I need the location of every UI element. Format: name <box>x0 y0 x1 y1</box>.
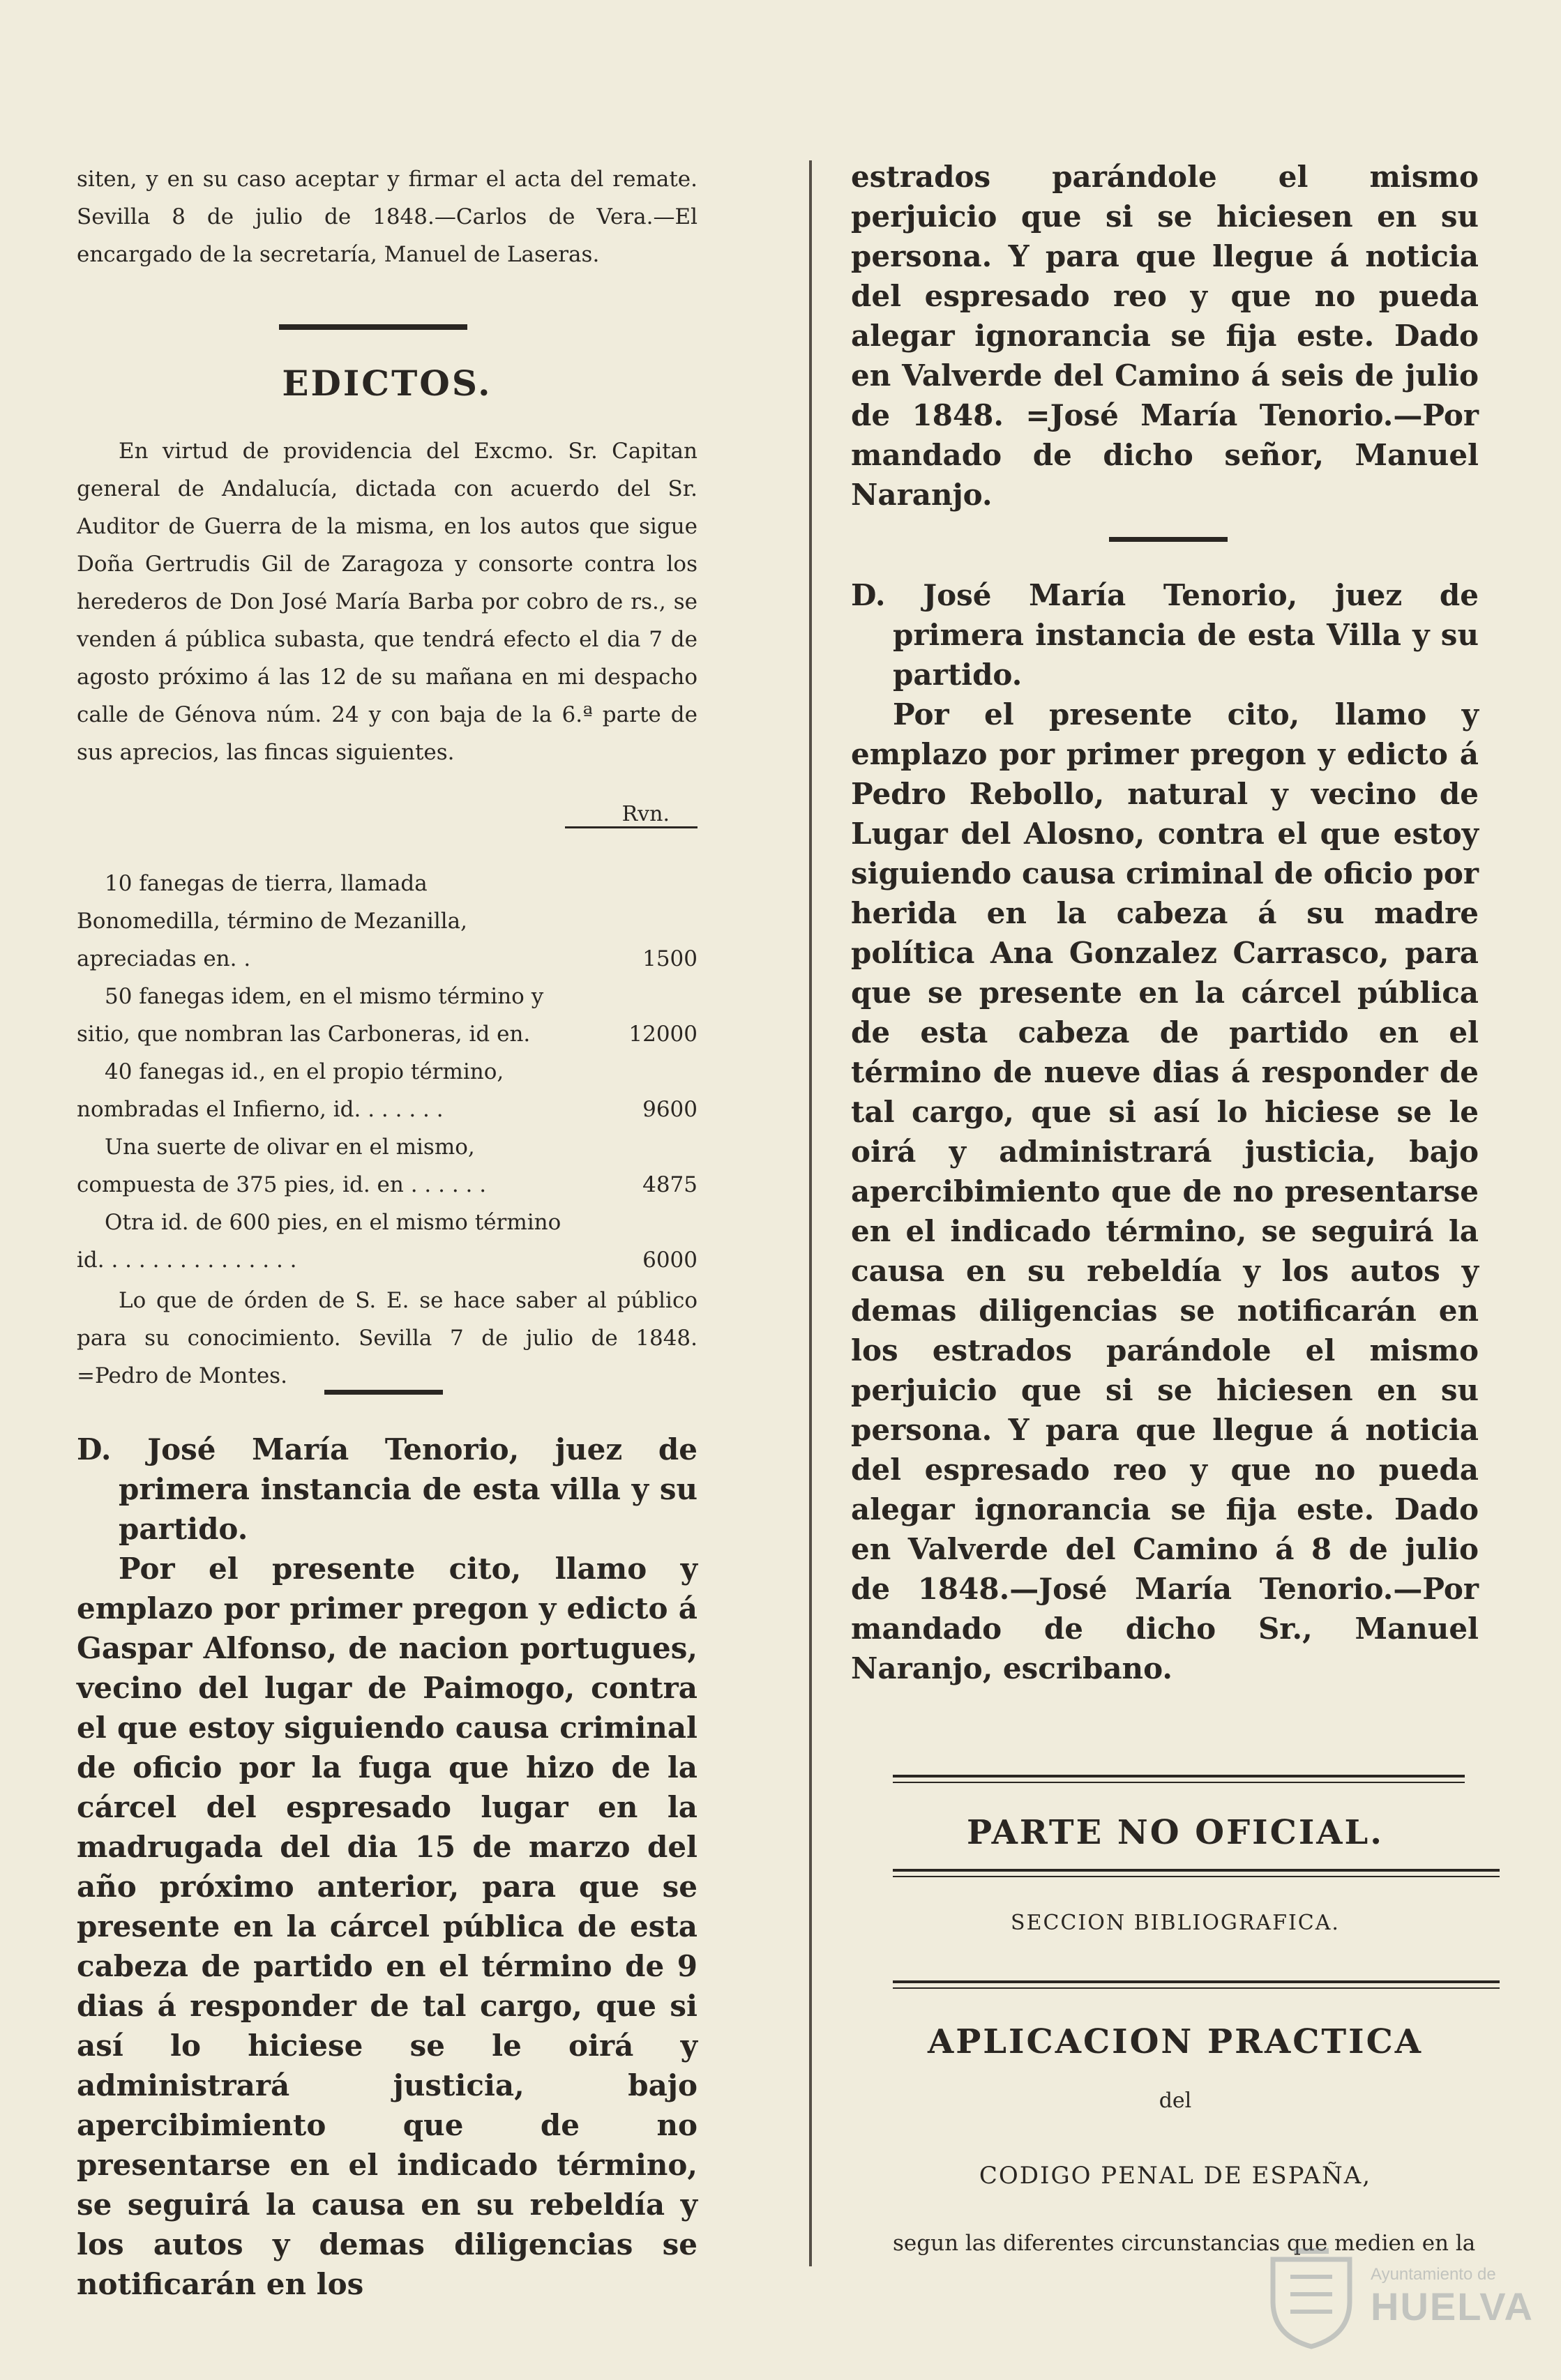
finca-row <box>77 1128 697 1204</box>
tenorio-edicto-1 <box>77 1430 697 2304</box>
edicto-subasta-paragraph: En virtud de providencia del Excmo. Sr. Capitan general de Andalucía, dictada con acuerdo del Sr. Auditor de Guerra de la misma, en los autos que sigue Doña Gertrudis Gil de Zaragoza y consorte contra los herederos de Don José María Barba por cobro de rs., se venden á pública subasta, que tendrá efecto el dia 7 de agosto próximo á las 12 de su mañana en mi despacho calle de Génova núm. 24 y con baja de la 6.ª parte de sus aprecios, las fincas siguientes. <box>77 439 697 765</box>
edicto-subasta-closing <box>77 1282 697 1395</box>
finca-description: 50 fanegas idem, en el mismo término y sitio, que nombran las Carboneras, id en. <box>77 984 544 1047</box>
fincas-list <box>77 865 697 1395</box>
continuation-text: estrados parándole el mismo perjuicio que si se hiciesen en su persona. Y para que llegue á noticia del espresado reo y que no pueda alegar ignorancia se fija este. Dado en Valverde del Camino á seis de julio de 1848. =José María Tenorio.—Por mandado de dicho señor, Manuel Naranjo. <box>851 160 1479 512</box>
edictos-heading: EDICTOS. <box>282 363 492 404</box>
finca-row <box>77 1204 697 1279</box>
double-rule <box>893 1869 1500 1877</box>
tenorio-edicto-continuation <box>851 157 1479 515</box>
finca-value: 9600 <box>642 1097 697 1122</box>
watermark-big-text: HUELVA <box>1371 2284 1534 2328</box>
shield-icon <box>1266 2245 1357 2350</box>
finca-row <box>77 865 697 978</box>
tenorio-1-body: Por el presente cito, llamo y emplazo por primer pregon y edicto á Gaspar Alfonso, de nacion portugues, vecino del lugar de Paimogo, contra el que estoy siguiendo causa criminal de oficio por la fuga que hizo de la cárcel del espresado lugar en la madrugada del dia 15 de marzo del año próximo anterior, para que se presente en la cárcel pública de esta cabeza de partido en el término de 9 dias á responder de tal cargo, que si así lo hiciese se le oirá y administrará justicia, bajo apercibimiento que de no presentarse en el indicado término, se seguirá la causa en su rebeldía y los autos y demas diligencias se notificarán en los <box>77 1552 697 2301</box>
closing-text: Lo que de órden de S. E. se hace saber al público para su conocimiento. Sevilla 7 de julio de 1848. =Pedro de Montes. <box>77 1288 697 1388</box>
finca-description: Una suerte de olivar en el mismo, compuesta de 375 pies, id. en . . . . . . <box>77 1135 487 1197</box>
section-divider <box>1109 537 1228 542</box>
segun-paragraph: segun las diferentes circunstancias que medien en la <box>893 2231 1476 2256</box>
double-rule <box>893 1980 1500 1989</box>
huelva-watermark <box>1266 2245 1534 2350</box>
column-divider <box>809 160 812 2266</box>
intro-text: siten, y en su caso aceptar y firmar el acta del remate. Sevilla 8 de julio de 1848.—Carlos de Vera.—El encargado de la secretaría, Manuel de Laseras. <box>77 167 697 267</box>
tenorio-edicto-2 <box>851 575 1479 1688</box>
finca-value: 4875 <box>642 1172 697 1197</box>
finca-description: 10 fanegas de tierra, llamada Bonomedilla, término de Mezanilla, apreciadas en. . <box>77 871 467 971</box>
rvn-underline <box>565 826 697 828</box>
section-divider <box>324 1390 443 1395</box>
codigo-penal-heading: CODIGO PENAL DE ESPAÑA, <box>979 2162 1372 2190</box>
seccion-bibliografica-heading: SECCION BIBLIOGRAFICA. <box>1011 1911 1340 1935</box>
finca-value: 12000 <box>628 1022 697 1047</box>
finca-description: Otra id. de 600 pies, en el mismo término id. . . . . . . . . . . . . . . <box>77 1210 561 1273</box>
finca-row <box>77 978 697 1053</box>
rvn-label: Rvn. <box>621 802 670 826</box>
section-divider <box>279 324 467 330</box>
rvn-column-header <box>77 802 697 828</box>
watermark-small-text: Ayuntamiento de <box>1371 2265 1496 2284</box>
parte-no-oficial-heading: PARTE NO OFICIAL. <box>966 1813 1384 1852</box>
finca-value: 6000 <box>642 1248 697 1273</box>
tenorio-2-header: D. José María Tenorio, juez de primera instancia de esta Villa y su partido. <box>851 578 1479 692</box>
finca-description: 40 fanegas id., en el propio término, nombradas el Infierno, id. . . . . . . <box>77 1059 504 1122</box>
tenorio-1-header: D. José María Tenorio, juez de primera instancia de esta villa y su partido. <box>77 1432 697 1546</box>
aplicacion-practica-heading: APLICACION PRACTICA <box>927 2022 1424 2061</box>
del-word: del <box>1159 2089 1192 2113</box>
finca-row <box>77 1053 697 1128</box>
tenorio-2-body: Por el presente cito, llamo y emplazo por primer pregon y edicto á Pedro Rebollo, natural y vecino de Lugar del Alosno, contra el que estoy siguiendo causa criminal de oficio por herida en la cabeza á su madre política Ana Gonzalez Carrasco, para que se presente en la cárcel pública de esta cabeza de partido en el término de nueve dias á responder de tal cargo, que si así lo hiciese se le oirá y administrará justicia, bajo apercibimiento que de no presentarse en el indicado término, se seguirá la causa en su rebeldía y los autos y demas diligencias se notificarán en los estrados parándole el mismo perjuicio que si se hiciesen en su persona. Y para que llegue á noticia del espresado reo y que no pueda alegar ignorancia se fija este. Dado en Valverde del Camino á 8 de julio de 1848.—José María Tenorio.—Por mandado de dicho Sr., Manuel Naranjo, escribano. <box>851 697 1479 1685</box>
finca-value: 1500 <box>642 946 697 971</box>
double-rule <box>893 1775 1465 1783</box>
edicto-subasta-text <box>77 432 697 771</box>
intro-paragraph <box>77 160 697 273</box>
